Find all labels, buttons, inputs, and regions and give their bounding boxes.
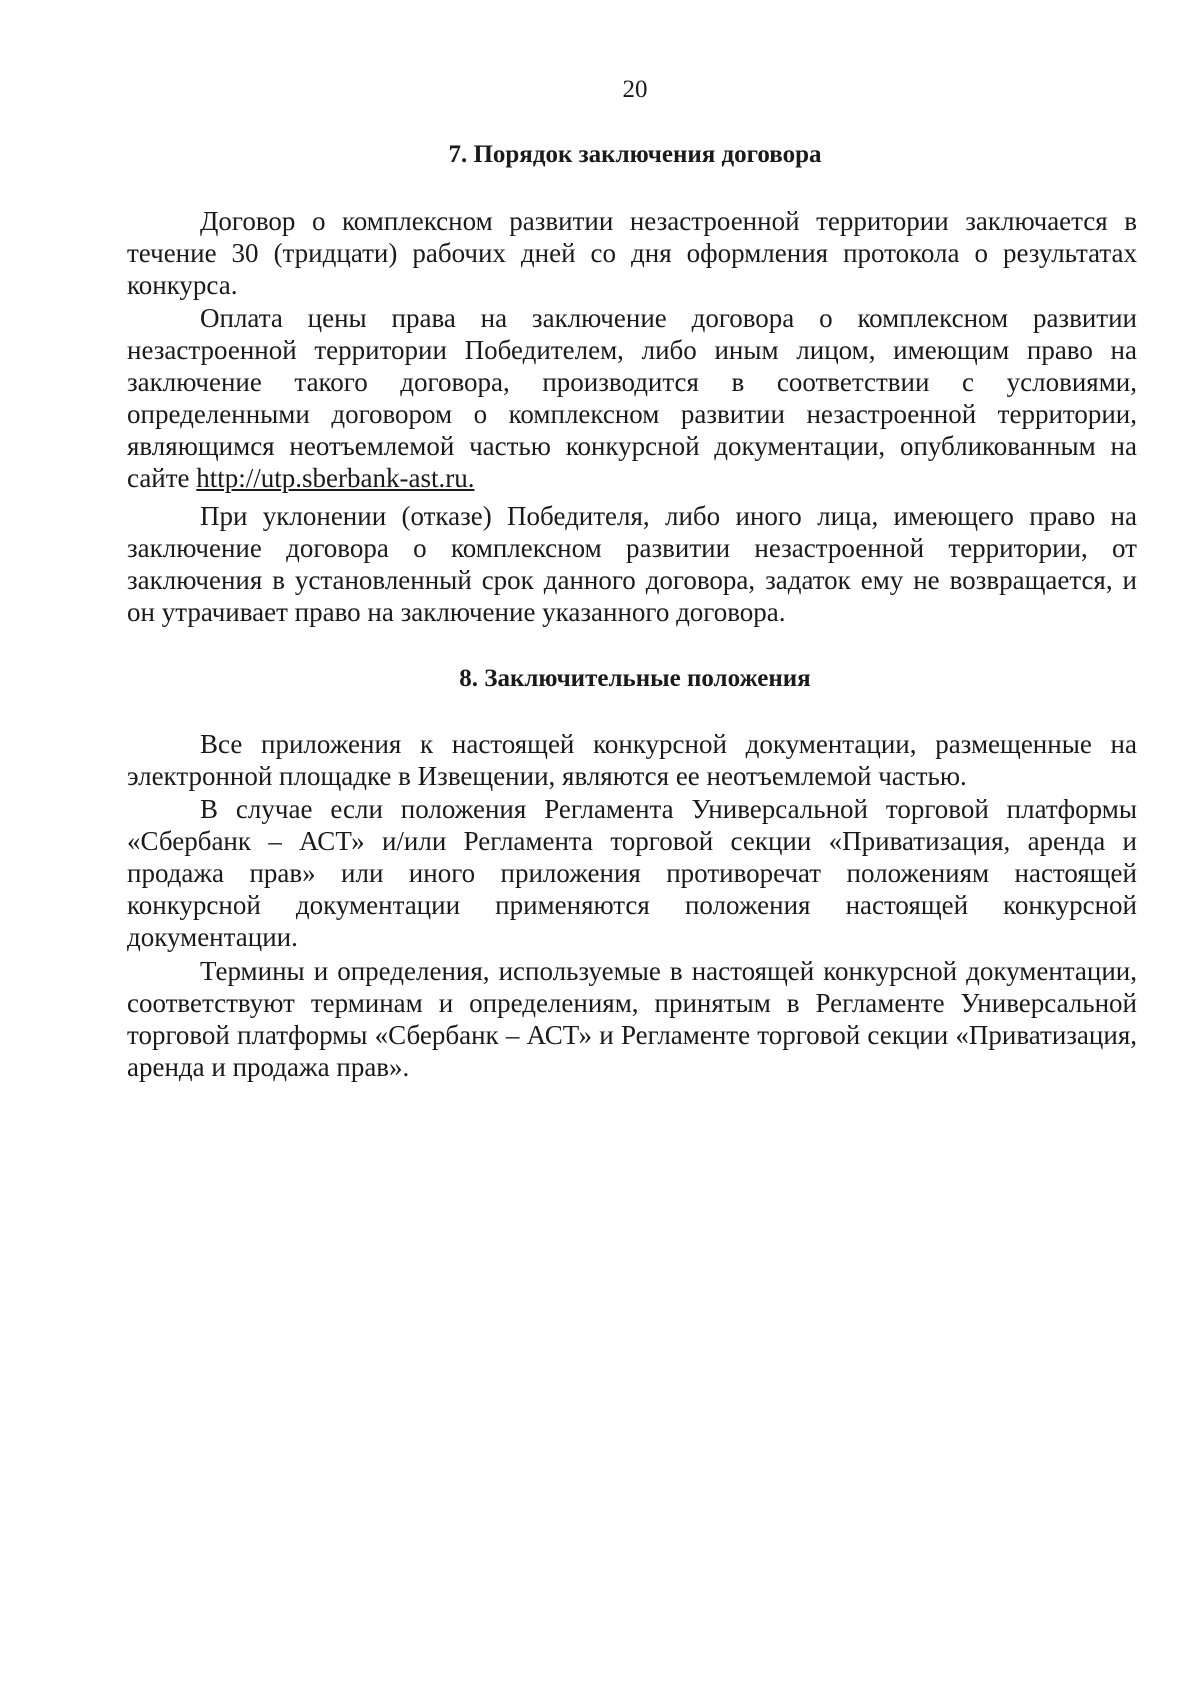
section-7-paragraph-2-text: Оплата цены права на заключение договора о комплексном развитии незастроенной территории Победителем, либо иным лицом, имеющим право на заключение такого договора, производится в соответствии с условиями, определенными договором о комплексном развитии незастроенной территории, являющимся неотъемлемой частью конкурсной документации, опубликованным на сайте bbox=[127, 303, 1137, 493]
sberbank-ast-link[interactable]: http://utp.sberbank-ast.ru. bbox=[196, 463, 475, 493]
section-7-paragraph-2 bbox=[127, 302, 1137, 494]
section-7-paragraph-1: Договор о комплексном развитии незастроенной территории заключается в течение 30 (тридцати) рабочих дней со дня оформления протокола о результатах конкурса. bbox=[127, 206, 1137, 300]
section-7-paragraph-3: При уклонении (отказе) Победителя, либо иного лица, имеющего право на заключение договора о комплексном развитии незастроенной территории, от заключения в установленный срок данного договора, задаток ему не возвращается, и он утрачивает право на заключение указанного договора. bbox=[127, 501, 1137, 627]
page-number: 20 bbox=[622, 76, 648, 103]
section-8-title: 8. Заключительные положения bbox=[459, 665, 811, 692]
section-8-paragraph-1: Все приложения к настоящей конкурсной документации, размещенные на электронной площадке в Извещении, являются ее неотъемлемой частью. bbox=[127, 729, 1137, 791]
section-8-paragraph-3: Термины и определения, используемые в настоящей конкурсной документации, соответствуют терминам и определениям, принятым в Регламенте Универсальной торговой платформы «Сбербанк – АСТ» и Регламенте торговой секции «Приватизация, аренда и продажа прав». bbox=[127, 956, 1137, 1082]
section-8-paragraph-2: В случае если положения Регламента Универсальной торговой платформы «Сбербанк – АСТ» и/или Регламента торговой секции «Приватизация, аренда и продажа прав» или иного приложения противоречат положениям настоящей конкурсной документации применяются положения настоящей конкурсной документации. bbox=[127, 794, 1137, 952]
section-7-title: 7. Порядок заключения договора bbox=[448, 141, 822, 168]
